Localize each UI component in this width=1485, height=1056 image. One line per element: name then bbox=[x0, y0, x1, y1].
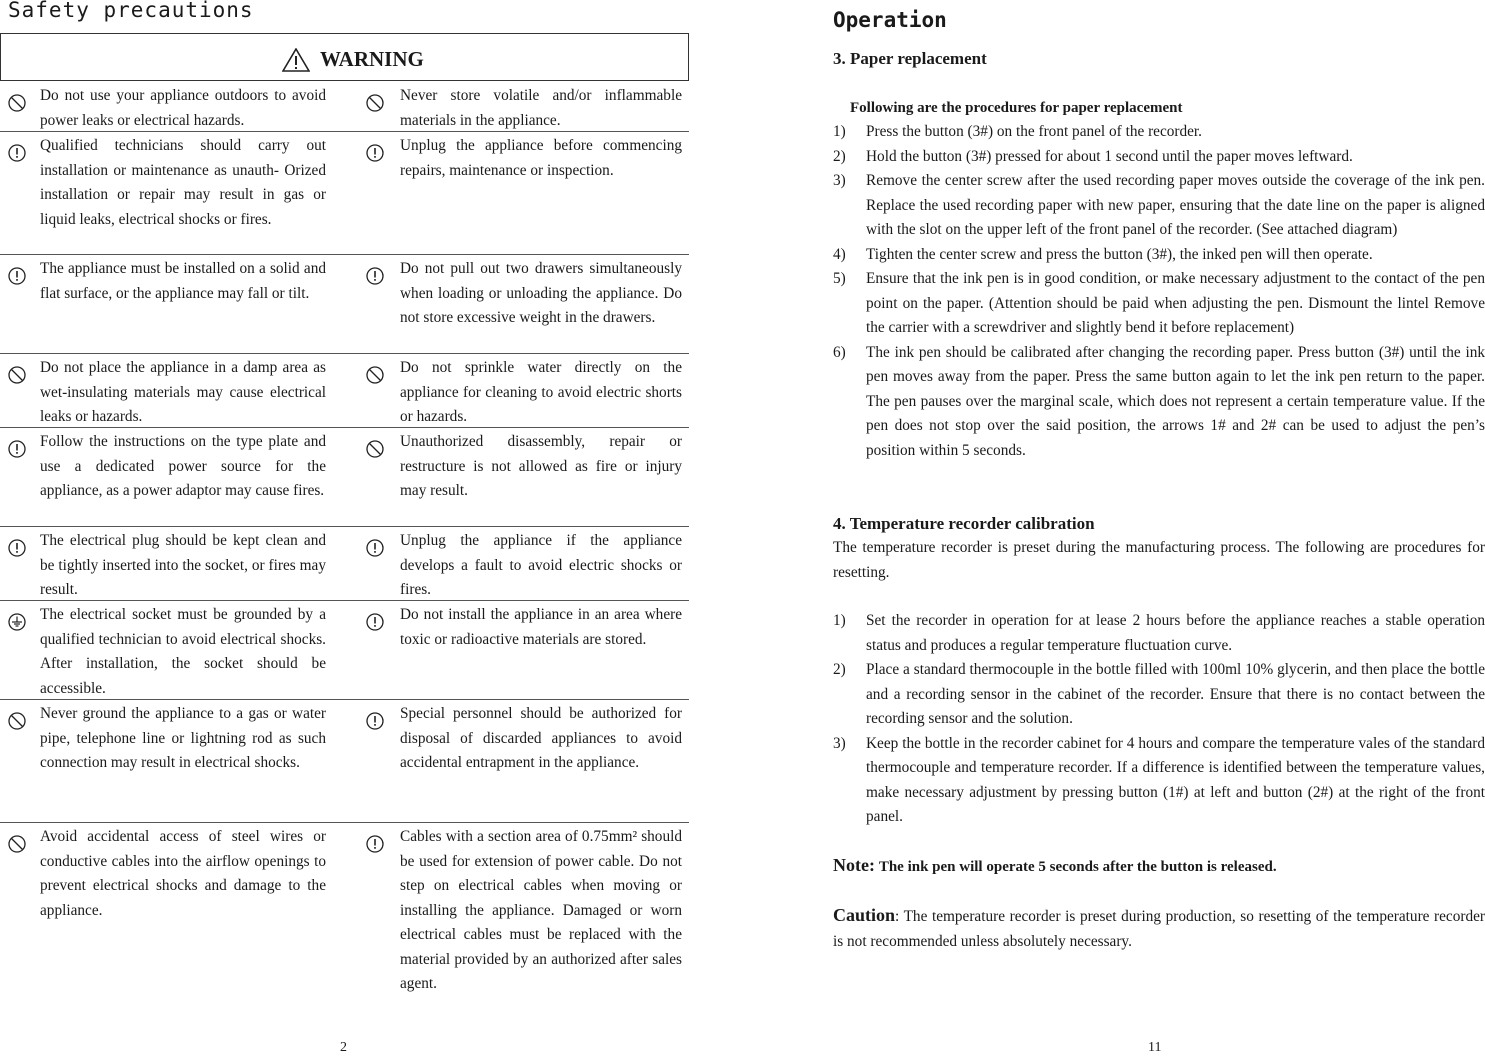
precaution-row bbox=[0, 428, 689, 527]
caution-icon bbox=[366, 835, 384, 853]
prohibited-icon bbox=[366, 366, 384, 384]
step-text: Tighten the center screw and press the button (3#), the inked pen will then operate. bbox=[866, 245, 1373, 263]
precaution-text-left bbox=[40, 84, 326, 133]
prohibited-icon bbox=[8, 94, 26, 112]
precaution-text-right bbox=[400, 702, 682, 776]
step-number: 3) bbox=[833, 172, 846, 189]
caution-icon bbox=[366, 712, 384, 730]
step-item bbox=[833, 732, 1485, 830]
precaution-text-left bbox=[40, 356, 326, 430]
precaution-text-left bbox=[40, 702, 326, 776]
step-number: 5) bbox=[833, 270, 846, 287]
step-item bbox=[833, 169, 1485, 243]
step-item bbox=[833, 267, 1485, 341]
precaution-text-left bbox=[40, 430, 326, 504]
step-text: Hold the button (3#) pressed for about 1 second until the paper moves leftward. bbox=[866, 147, 1353, 165]
step-text: Ensure that the ink pen is in good condition, or make necessary adjustment to the contact of the pen point on the paper. (Attention should be paid when adjusting the pen. Dismount the lintel Remove the carrier with a screwdriver and slightly bend it before replacement) bbox=[866, 270, 1485, 336]
calibration-intro: The temperature recorder is preset during the manufacturing process. The following are procedures for resetting. bbox=[833, 539, 1485, 581]
precaution-text-right bbox=[400, 257, 682, 331]
caution-icon bbox=[8, 539, 26, 557]
precaution-text: Unplug the appliance before commencing repairs, maintenance or inspection. bbox=[400, 137, 682, 179]
precaution-text-right bbox=[400, 84, 682, 133]
precaution-text-left bbox=[40, 529, 326, 603]
step-number: 1) bbox=[833, 123, 846, 140]
warning-triangle-icon bbox=[282, 48, 310, 72]
step-number: 2) bbox=[833, 661, 846, 678]
step-text: Keep the bottle in the recorder cabinet for 4 hours and compare the temperature vales of the standard thermocouple and temperature recorder. If a difference is identified between the temperature values, make necessary adjustment by pressing button (1#) at left and button (2#) at the right of the front panel. bbox=[866, 734, 1485, 825]
calibration-heading: 4. Temperature recorder calibration bbox=[833, 514, 1095, 533]
caution-icon bbox=[366, 613, 384, 631]
step-item bbox=[833, 243, 1485, 268]
precaution-row bbox=[0, 601, 689, 700]
prohibited-icon bbox=[366, 94, 384, 112]
left-page bbox=[0, 0, 700, 1054]
precaution-text-right bbox=[400, 603, 682, 652]
precaution-text: Never ground the appliance to a gas or water pipe, telephone line or lightning rod as such connection may result in electrical shocks. bbox=[40, 705, 326, 771]
caution-label: Caution bbox=[833, 905, 896, 925]
step-text: Remove the center screw after the used recording paper moves outside the coverage of the ink pen. Replace the used recording paper with new paper, ensuring that the date line on the paper is aligned with the slot on the upper left of the front panel of the recorder. (See attached diagram) bbox=[866, 172, 1485, 238]
paper-replacement-heading: 3. Paper replacement bbox=[833, 49, 987, 68]
precaution-text: Never store volatile and/or inflammable materials in the appliance. bbox=[400, 87, 682, 129]
calibration-steps bbox=[833, 609, 1485, 830]
precaution-text: The electrical plug should be kept clean and be tightly inserted into the socket, or fires may result. bbox=[40, 532, 326, 598]
precaution-text: Qualified technicians should carry out installation or maintenance as unauth- Orized installation or repair may result in gas or liquid leaks, electrical shocks or fires. bbox=[40, 137, 326, 228]
step-text: Press the button (3#) on the front panel of the recorder. bbox=[866, 123, 1203, 140]
step-number: 4) bbox=[833, 245, 846, 263]
caution-icon bbox=[366, 144, 384, 162]
precaution-row bbox=[0, 700, 689, 823]
caution-icon bbox=[366, 267, 384, 285]
precaution-text: Special personnel should be authorized for disposal of discarded appliances to avoid accidental entrapment in the appliance. bbox=[400, 705, 682, 771]
precaution-row bbox=[0, 255, 689, 354]
caution-icon bbox=[8, 267, 26, 285]
precautions-table bbox=[0, 82, 689, 1013]
paper-replacement-steps bbox=[833, 120, 1485, 463]
precaution-text: Follow the instructions on the type plate and use a dedicated power source for the appliance, as a power adaptor may cause fires. bbox=[40, 433, 326, 499]
precaution-text: Unplug the appliance if the appliance develops a fault to avoid electric shocks or fires. bbox=[400, 532, 682, 598]
step-number: 6) bbox=[833, 343, 846, 361]
caution-icon bbox=[8, 440, 26, 458]
precaution-row bbox=[0, 354, 689, 428]
caution-icon bbox=[366, 539, 384, 557]
caution-icon bbox=[8, 144, 26, 162]
precaution-text: The electrical socket must be grounded by a qualified technician to avoid electrical shocks. After installation, the socket should be accessible. bbox=[40, 606, 326, 697]
precaution-text: Cables with a section area of 0.75mm² should be used for extension of power cable. Do not step on electrical cables when moving or installing the appliance. Damaged or worn electrical cables must be replaced with the material provided by an authorized after sales agent. bbox=[400, 828, 682, 992]
precaution-text-right bbox=[400, 356, 682, 430]
precaution-row bbox=[0, 132, 689, 255]
prohibited-icon bbox=[366, 440, 384, 458]
precaution-text-right bbox=[400, 430, 682, 504]
precaution-text: Unauthorized disassembly, repair or restructure is not allowed as fire or injury may result. bbox=[400, 433, 682, 499]
precaution-text-left bbox=[40, 603, 326, 701]
precaution-text: Avoid accidental access of steel wires or conductive cables into the airflow openings to prevent electrical shocks and damage to the appliance. bbox=[40, 828, 326, 919]
ground-icon bbox=[8, 613, 26, 631]
precaution-text-right bbox=[400, 134, 682, 183]
precaution-row bbox=[0, 823, 689, 1013]
precaution-text: The appliance must be installed on a solid and flat surface, or the appliance may fall or tilt. bbox=[40, 260, 326, 302]
prohibited-icon bbox=[8, 366, 26, 384]
step-item bbox=[833, 658, 1485, 732]
step-number: 1) bbox=[833, 612, 846, 629]
precaution-row bbox=[0, 527, 689, 601]
prohibited-icon bbox=[8, 835, 26, 853]
precaution-text: Do not sprinkle water directly on the appliance for cleaning to avoid electric shorts or hazards. bbox=[400, 359, 682, 425]
prohibited-icon bbox=[8, 712, 26, 730]
precaution-text: Do not place the appliance in a damp area as wet-insulating materials may cause electrical leaks or hazards. bbox=[40, 359, 326, 425]
precaution-text: Do not use your appliance outdoors to avoid power leaks or electrical hazards. bbox=[40, 87, 326, 129]
page-number-left: 2 bbox=[340, 1040, 347, 1055]
step-text: Set the recorder in operation for at lease 2 hours before the appliance reaches a stable operation status and produces a regular temperature fluctuation curve. bbox=[866, 612, 1485, 654]
step-text: The ink pen should be calibrated after changing the recording paper. Press button (3#) until the ink pen moves away from the paper. Press the same button again to let the ink pen return to the paper. The pen pauses over the marginal scale, which does not represent a certain temperature value. If the pen does not stop over the said position, the arrows 1# and 2# can be used to adjust the pen’s position within 5 seconds. bbox=[866, 343, 1485, 459]
paper-replacement-intro: Following are the procedures for paper replacement bbox=[850, 100, 1183, 116]
precaution-text: Do not pull out two drawers simultaneously when loading or unloading the appliance. Do not store excessive weight in the drawers. bbox=[400, 260, 682, 326]
precaution-text-left bbox=[40, 257, 326, 306]
precaution-text: Do not install the appliance in an area where toxic or radioactive materials are stored. bbox=[400, 606, 682, 648]
step-item bbox=[833, 120, 1485, 145]
warning-banner bbox=[0, 33, 689, 81]
precaution-text-left bbox=[40, 825, 326, 923]
precaution-text-left bbox=[40, 134, 326, 232]
note-paragraph bbox=[833, 853, 1485, 880]
warning-label: WARNING bbox=[320, 47, 424, 71]
page-number-right: 11 bbox=[1148, 1040, 1162, 1055]
note-text: The ink pen will operate 5 seconds after the button is released. bbox=[878, 859, 1277, 875]
right-page bbox=[830, 0, 1485, 1054]
precaution-text-right bbox=[400, 825, 682, 997]
step-item bbox=[833, 145, 1485, 170]
step-text: Place a standard thermocouple in the bottle filled with 100ml 10% glycerin, and then place the bottle and a recording sensor in the cabinet of the recorder. Ensure that there is no contact between the recording sensor and the solution. bbox=[866, 661, 1485, 727]
precaution-row bbox=[0, 82, 689, 132]
step-number: 2) bbox=[833, 147, 846, 165]
step-item bbox=[833, 609, 1485, 658]
precaution-text-right bbox=[400, 529, 682, 603]
section-title-operation: Operation bbox=[833, 8, 947, 32]
note-label: Note: bbox=[833, 855, 875, 875]
step-number: 3) bbox=[833, 734, 846, 752]
caution-text: : The temperature recorder is preset during production, so resetting of the temperature recorder is not recommended unless absolutely necessary. bbox=[833, 908, 1485, 950]
caution-paragraph bbox=[833, 903, 1485, 954]
section-title-safety: Safety precautions bbox=[8, 0, 254, 22]
step-item bbox=[833, 341, 1485, 464]
